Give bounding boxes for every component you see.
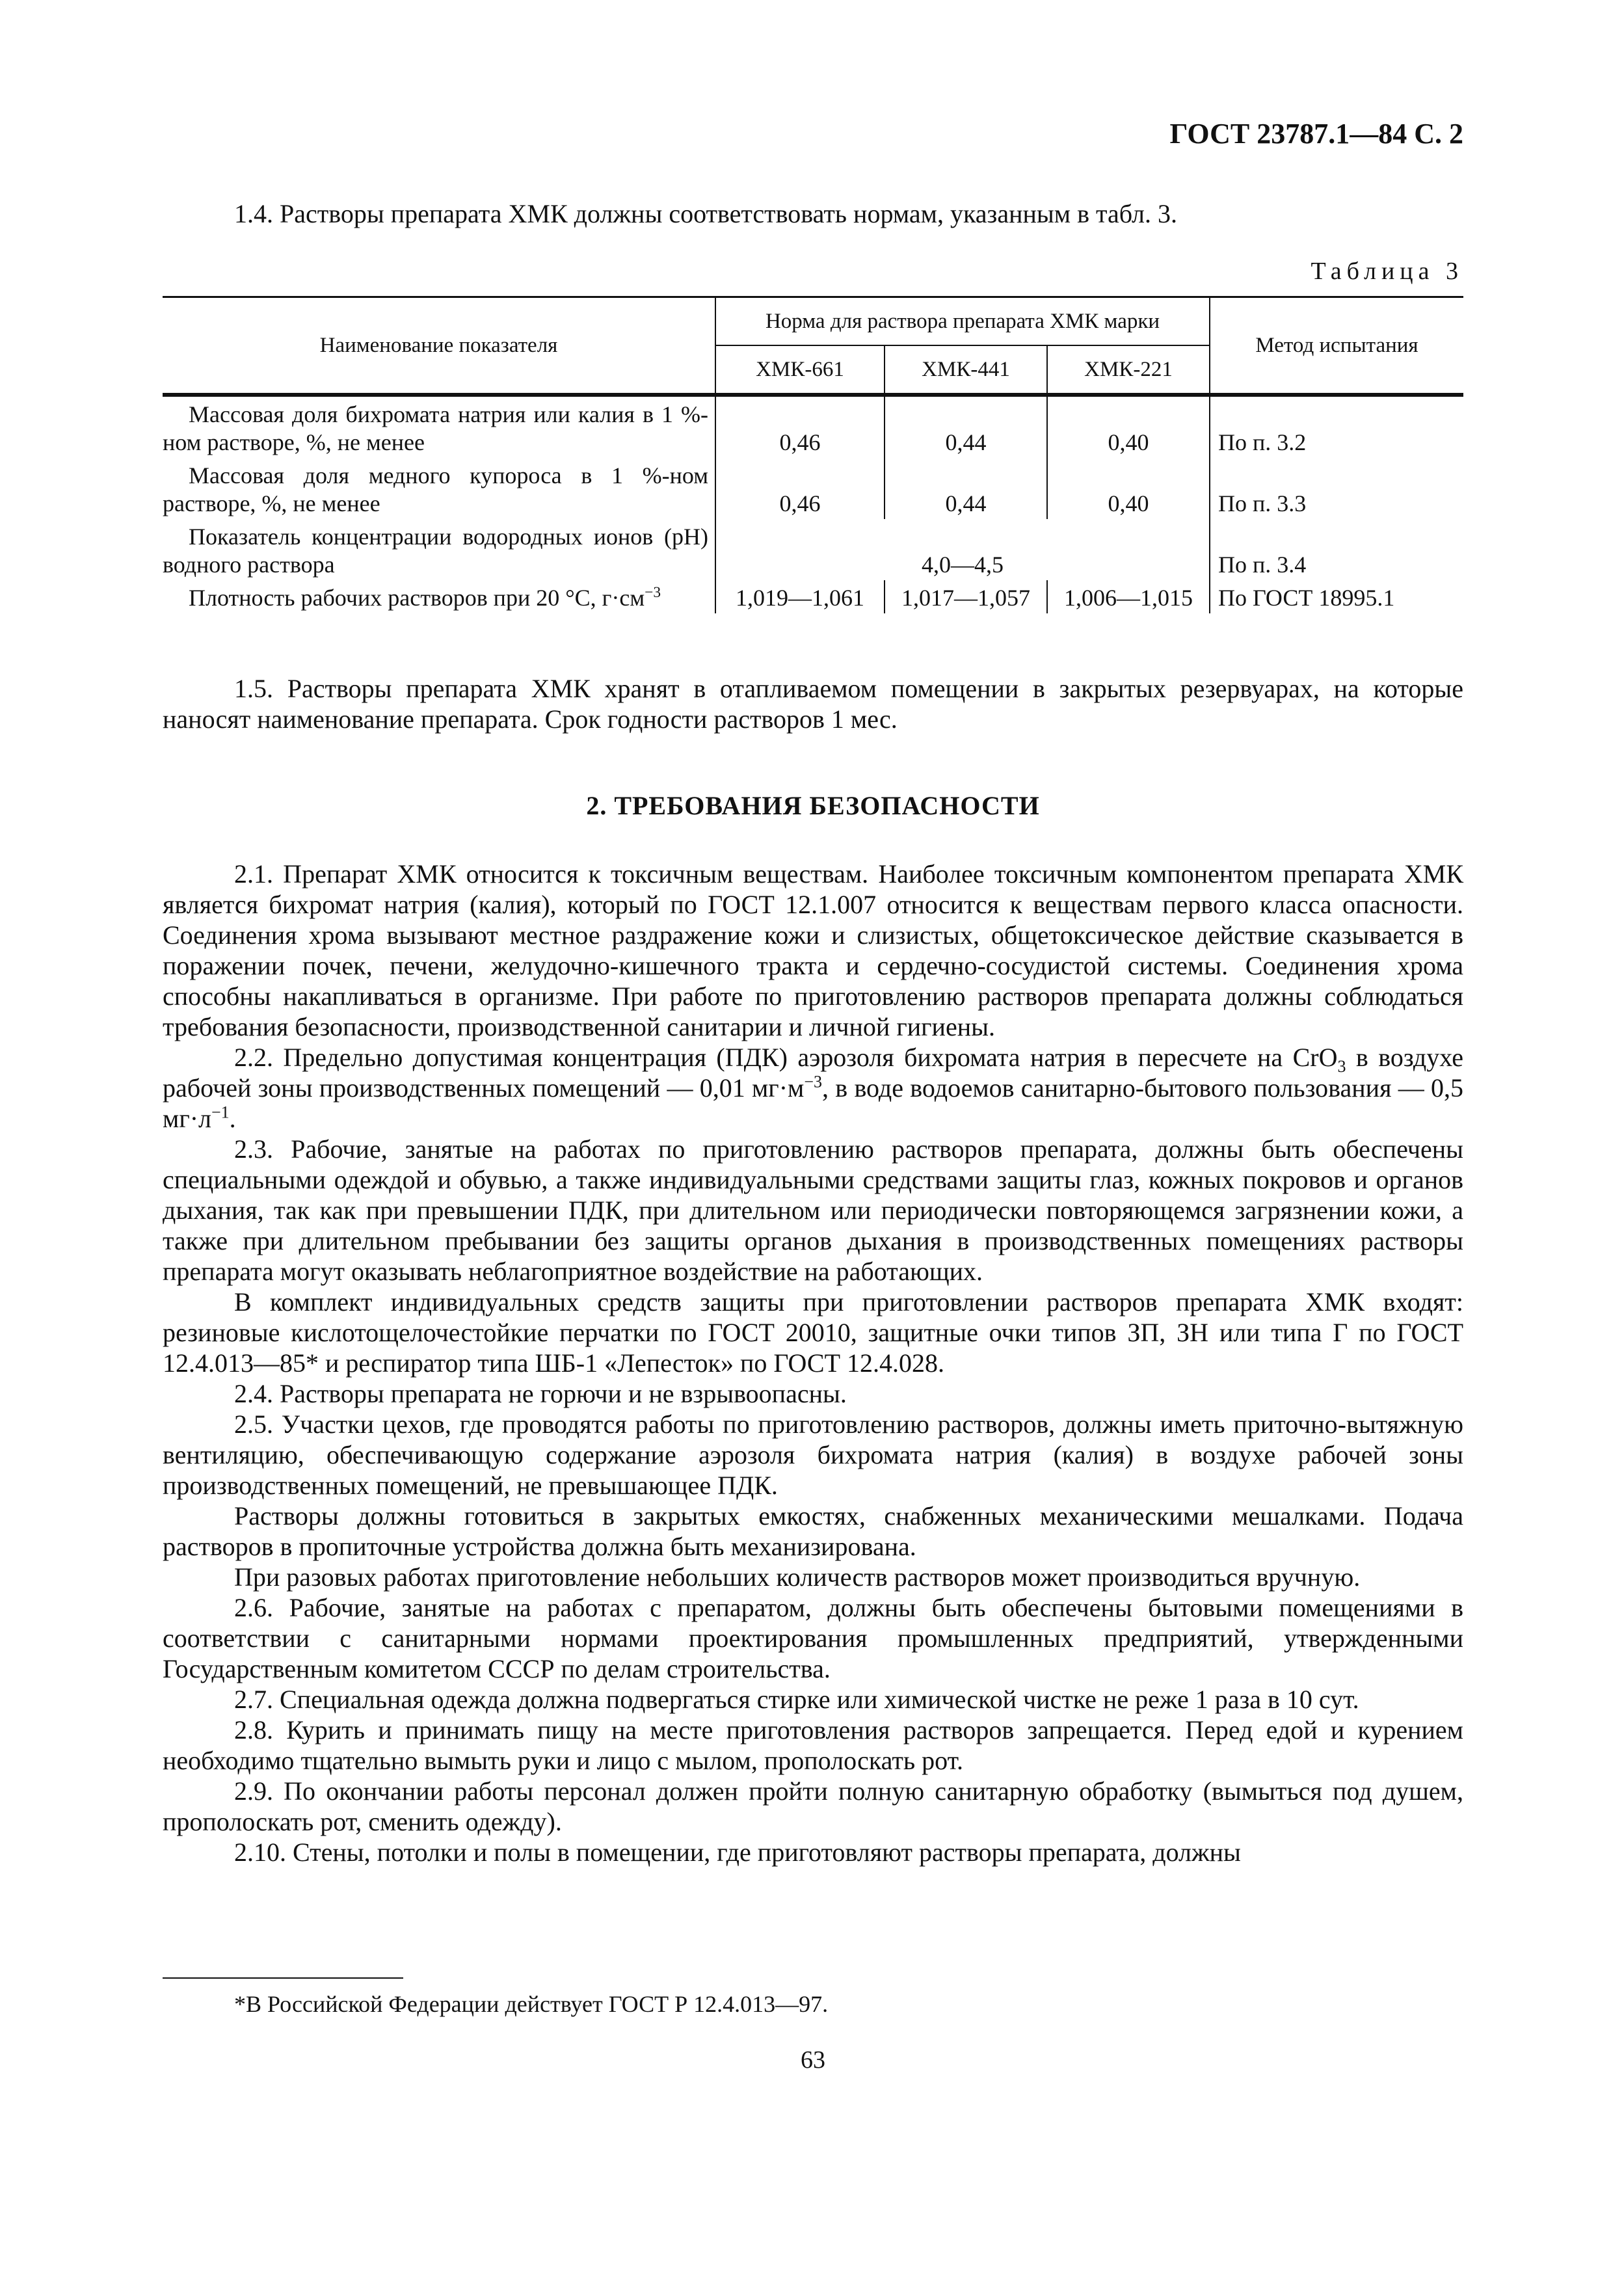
row-method: По п. 3.2 bbox=[1210, 395, 1463, 458]
paragraph-2-7: 2.7. Специальная одежда должна подвергаться стирке или химической чистке не реже 1 раза в 10 сут. bbox=[234, 1685, 1359, 1714]
paragraph-2-3: 2.3. Рабочие, занятые на работах по приготовлению растворов препарата, должны быть обеспечены специальными одеждой и обувью, а также индивидуальными средствами защиты глаз, кожных покровов и органов дыхания, так как при превышении ПДК, при длительном или периодически повторяющемся загрязнении кожи, а также при длительном пребывании без защиты органов дыхания в производственных помещениях растворы препарата могут оказывать неблагоприятное воздействие на работающих. bbox=[163, 1134, 1463, 1286]
row-value: 0,46 bbox=[715, 458, 885, 519]
paragraph-2-4: 2.4. Растворы препарата не горючи и не взрывоопасны. bbox=[234, 1379, 847, 1408]
page-number: 63 bbox=[801, 2046, 825, 2074]
section-2-body bbox=[163, 859, 1463, 1867]
paragraph-2-5-manual: При разовых работах приготовление небольших количеств растворов может производиться вручную. bbox=[234, 1562, 1361, 1592]
row-method: По ГОСТ 18995.1 bbox=[1210, 580, 1463, 613]
table-row bbox=[163, 395, 1463, 458]
col-header-method: Метод испытания bbox=[1210, 297, 1463, 395]
footnote: *В Российской Федерации действует ГОСТ Р 12.4.013—97. bbox=[234, 1991, 829, 2017]
row-value: 0,40 bbox=[1047, 395, 1210, 458]
paragraph-2-6: 2.6. Рабочие, занятые на работах с препаратом, должны быть обеспечены бытовыми помещениями в соответствии с санитарными нормами проектирования промышленных предприятий, утвержденными Государственным комитетом СССР по делам строительства. bbox=[163, 1593, 1463, 1683]
table-row bbox=[163, 580, 1463, 613]
paragraph-1-5: 1.5. Растворы препарата ХМК хранят в отапливаемом помещении в закрытых резервуарах, на которые наносят наименование препарата. Срок годности растворов 1 мес. bbox=[163, 674, 1463, 734]
section-2-title: 2. ТРЕБОВАНИЯ БЕЗОПАСНОСТИ bbox=[586, 791, 1040, 820]
row-name: Показатель концентрации водородных ионов (рН) водного раствора bbox=[163, 524, 708, 578]
intro-paragraph bbox=[163, 198, 1463, 229]
row-value-merged: 4,0—4,5 bbox=[715, 519, 1210, 580]
paragraph-2-5: 2.5. Участки цехов, где проводятся работы по приготовлению растворов, должны иметь приточно-вытяжную вентиляцию, обеспечивающую содержание аэрозоля бихромата натрия (калия) в воздухе рабочей зоны производственных помещений, не превышающее ПДК. bbox=[163, 1410, 1463, 1500]
row-method: По п. 3.4 bbox=[1210, 519, 1463, 580]
row-value: 0,46 bbox=[715, 395, 885, 458]
footnote-divider bbox=[163, 1977, 403, 1979]
row-value: 1,019—1,061 bbox=[715, 580, 885, 613]
row-value: 1,017—1,057 bbox=[885, 580, 1047, 613]
row-value: 0,40 bbox=[1047, 458, 1210, 519]
paragraph-2-5-mixing: Растворы должны готовиться в закрытых емкостях, снабженных механическими мешалками. Подача растворов в пропиточные устройства должна быть механизирована. bbox=[163, 1501, 1463, 1561]
row-name: Массовая доля медного купороса в 1 %-ном растворе, %, не менее bbox=[163, 462, 708, 516]
row-value: 0,44 bbox=[885, 458, 1047, 519]
paragraph-2-2: 2.2. Предельно допустимая концентрация (ПДК) аэрозоля бихромата натрия в пересчете на CrO$_3$ в воздухе рабочей зоны производственных помещений — 0,01 $мг\cdot м^{-3}$, в воде водоемов санитарно-бытового пользования — 0,5 $мг\cdot л^{-1}$. bbox=[163, 1043, 1463, 1133]
table-row bbox=[163, 458, 1463, 519]
paragraph-2-3-equipment: В комплект индивидуальных средств защиты при приготовлении растворов препарата ХМК входят: резиновые кислотощелочестойкие перчатки по ГОСТ 20010, защитные очки типов ЗП, ЗН или типа Г по ГОСТ 12.4.013—85* и респиратор типа ШБ-1 «Лепесток» по ГОСТ 12.4.028. bbox=[163, 1287, 1463, 1378]
paragraph-2-8: 2.8. Курить и принимать пищу на месте приготовления растворов запрещается. Перед едой и курением необходимо тщательно вымыть руки и лицо с мылом, прополоскать рот. bbox=[163, 1715, 1463, 1775]
col-header-name: Наименование показателя bbox=[163, 297, 715, 395]
table-row bbox=[163, 519, 1463, 580]
paragraph-2-9: 2.9. По окончании работы персонал должен пройти полную санитарную обработку (вымыться под душем, прополоскать рот, сменить одежду). bbox=[163, 1776, 1463, 1836]
norms-table bbox=[163, 296, 1463, 613]
col-header-brand-2: ХМК-441 bbox=[885, 345, 1047, 395]
row-name: Массовая доля бихромата натрия или калия в 1 %-ном растворе, %, не менее bbox=[163, 401, 708, 455]
row-value: 1,006—1,015 bbox=[1047, 580, 1210, 613]
row-method: По п. 3.3 bbox=[1210, 458, 1463, 519]
row-value: 0,44 bbox=[885, 395, 1047, 458]
row-name: Плотность рабочих растворов при 20 °С, $г\cdot см^{-3}$ bbox=[189, 584, 661, 611]
table-caption: Таблица 3 bbox=[1311, 258, 1463, 285]
col-header-norm: Норма для раствора препарата ХМК марки bbox=[715, 297, 1210, 346]
col-header-brand-3: ХМК-221 bbox=[1047, 345, 1210, 395]
paragraph-2-1: 2.1. Препарат ХМК относится к токсичным веществам. Наиболее токсичным компонентом препарата ХМК является бихромат натрия (калия), который по ГОСТ 12.1.007 относится к веществам первого класса опасности. Соединения хрома вызывают местное раздражение кожи и слизистых, общетоксическое действие сказывается в поражении почек, печени, желудочно-кишечного тракта и сердечно-сосудистой системы. Соединения хрома способны накапливаться в организме. При работе по приготовлению растворов препарата должны соблюдаться требования безопасности, производственной санитарии и личной гигиены. bbox=[163, 859, 1463, 1041]
paragraph-1-5-block bbox=[163, 673, 1463, 734]
document-header: ГОСТ 23787.1—84 С. 2 bbox=[1169, 118, 1463, 150]
paragraph-2-10: 2.10. Стены, потолки и полы в помещении, где приготовляют растворы препарата, должны bbox=[234, 1838, 1241, 1867]
col-header-brand-1: ХМК-661 bbox=[715, 345, 885, 395]
paragraph-1-4: 1.4. Растворы препарата ХМК должны соответствовать нормам, указанным в табл. 3. bbox=[234, 199, 1178, 228]
